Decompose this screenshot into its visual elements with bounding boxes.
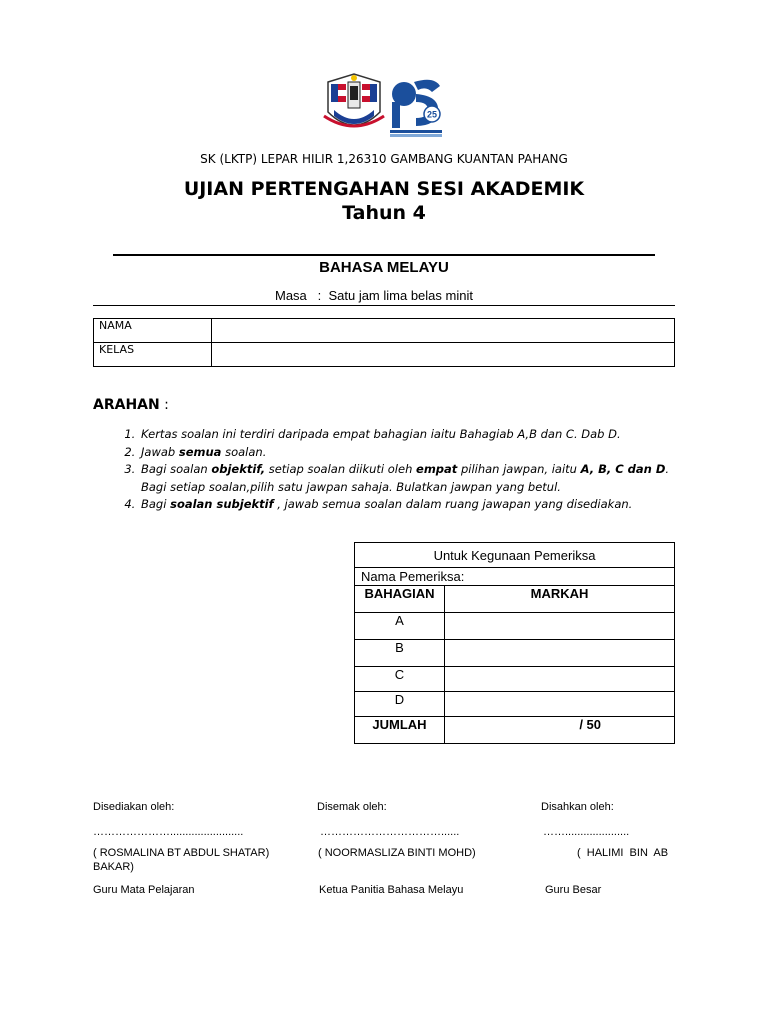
time-allowed: Masa : Satu jam lima belas minit: [275, 288, 473, 303]
section-label: A: [355, 613, 445, 640]
school-crest-icon: [324, 74, 384, 126]
marks-cell[interactable]: [445, 640, 675, 667]
instruction-emphasis: objektif,: [211, 462, 266, 476]
instructions-heading: [93, 397, 169, 413]
instructions-heading-colon: :: [159, 397, 169, 413]
prepared-by-name-cont: BAKAR): [93, 861, 134, 873]
approved-by-label: Disahkan oleh:: [541, 801, 614, 813]
list-item: [139, 444, 739, 462]
instruction-text: Bagi: [141, 497, 171, 511]
table-row: [355, 613, 675, 640]
marks-cell[interactable]: [445, 667, 675, 692]
instruction-emphasis: soalan subjektif: [170, 497, 274, 511]
instruction-emphasis: empat: [416, 462, 458, 476]
class-field[interactable]: [212, 343, 675, 367]
instruction-emphasis: semua: [178, 444, 222, 459]
instruction-text: Kertas soalan ini terdiri daripada empat bahagian iaitu Bahagiab A,B dan C. Dab D.: [141, 427, 621, 441]
name-label: NAMA: [94, 319, 212, 343]
table-row: [94, 319, 675, 343]
examiner-name-label[interactable]: Nama Pemeriksa:: [355, 568, 675, 586]
section-label: C: [355, 667, 445, 692]
school-logos: [322, 72, 446, 138]
list-item: [139, 496, 739, 514]
instruction-text: pilihan jawpan, iaitu: [457, 462, 581, 476]
prepared-by-signature-line: …………………........................: [93, 826, 244, 838]
section-label: D: [355, 692, 445, 717]
exam-title-line2: Tahun 4: [342, 202, 426, 224]
svg-text:25: 25: [426, 109, 438, 120]
table-row: [355, 692, 675, 717]
table-row: [355, 568, 675, 586]
checked-by-name: ( NOORMASLIZA BINTI MOHD): [318, 847, 476, 859]
instruction-text: soalan.: [221, 444, 267, 459]
table-row: [355, 640, 675, 667]
total-value[interactable]: / 50: [445, 717, 675, 744]
subject-title: BAHASA MELAYU: [319, 259, 449, 276]
student-info-table: [93, 318, 675, 367]
header-divider: [93, 305, 675, 306]
column-header-section: BAHAGIAN: [355, 586, 445, 613]
instruction-emphasis: A, B, C dan D: [580, 462, 666, 476]
examiner-table: [354, 542, 675, 744]
table-row: [355, 543, 675, 568]
table-row: [355, 586, 675, 613]
list-item: [139, 426, 739, 444]
section-label: B: [355, 640, 445, 667]
marks-cell[interactable]: [445, 692, 675, 717]
examiner-heading: Untuk Kegunaan Pemeriksa: [355, 543, 675, 568]
instruction-text: setiap soalan diikuti oleh: [265, 462, 417, 476]
marks-cell[interactable]: [445, 613, 675, 640]
prepared-by-label: Disediakan oleh:: [93, 801, 175, 813]
instruction-text: , jawab semua soalan dalam ruang jawapan yang disediakan.: [273, 497, 633, 511]
anniversary-25-logo-icon: [390, 80, 442, 137]
total-label: JUMLAH: [355, 717, 445, 744]
table-row: [94, 343, 675, 367]
checked-by-role: Ketua Panitia Bahasa Melayu: [319, 884, 464, 896]
name-field[interactable]: [212, 319, 675, 343]
instruction-text: .: [665, 462, 670, 476]
instruction-text: Jawab: [141, 444, 179, 459]
instructions-heading-label: ARAHAN: [93, 397, 160, 413]
table-row: [355, 717, 675, 744]
instruction-text: Bagi soalan: [141, 462, 212, 476]
exam-title-line1: UJIAN PERTENGAHAN SESI AKADEMIK: [183, 178, 585, 200]
title-divider: [113, 254, 655, 256]
checked-by-label: Disemak oleh:: [317, 801, 387, 813]
approved-by-name: ( HALIMI BIN AB: [577, 847, 669, 859]
instruction-text: Bagi setiap soalan,pilih satu jawpan sahaja. Bulatkan jawpan yang betul.: [141, 479, 561, 494]
approved-by-role: Guru Besar: [545, 884, 602, 896]
prepared-by-name: ( ROSMALINA BT ABDUL SHATAR): [93, 847, 270, 859]
prepared-by-role: Guru Mata Pelajaran: [93, 884, 195, 896]
list-item: [139, 461, 739, 496]
table-row: [355, 667, 675, 692]
approved-by-signature-line: …….....................: [543, 826, 630, 838]
checked-by-signature-line: ……………………………......: [320, 826, 460, 838]
exam-title: [0, 177, 768, 225]
instructions-list: [93, 426, 739, 514]
class-label: KELAS: [94, 343, 212, 367]
school-address: SK (LKTP) LEPAR HILIR 1,26310 GAMBANG KUANTAN PAHANG: [200, 152, 568, 166]
column-header-marks: MARKAH: [445, 586, 675, 613]
